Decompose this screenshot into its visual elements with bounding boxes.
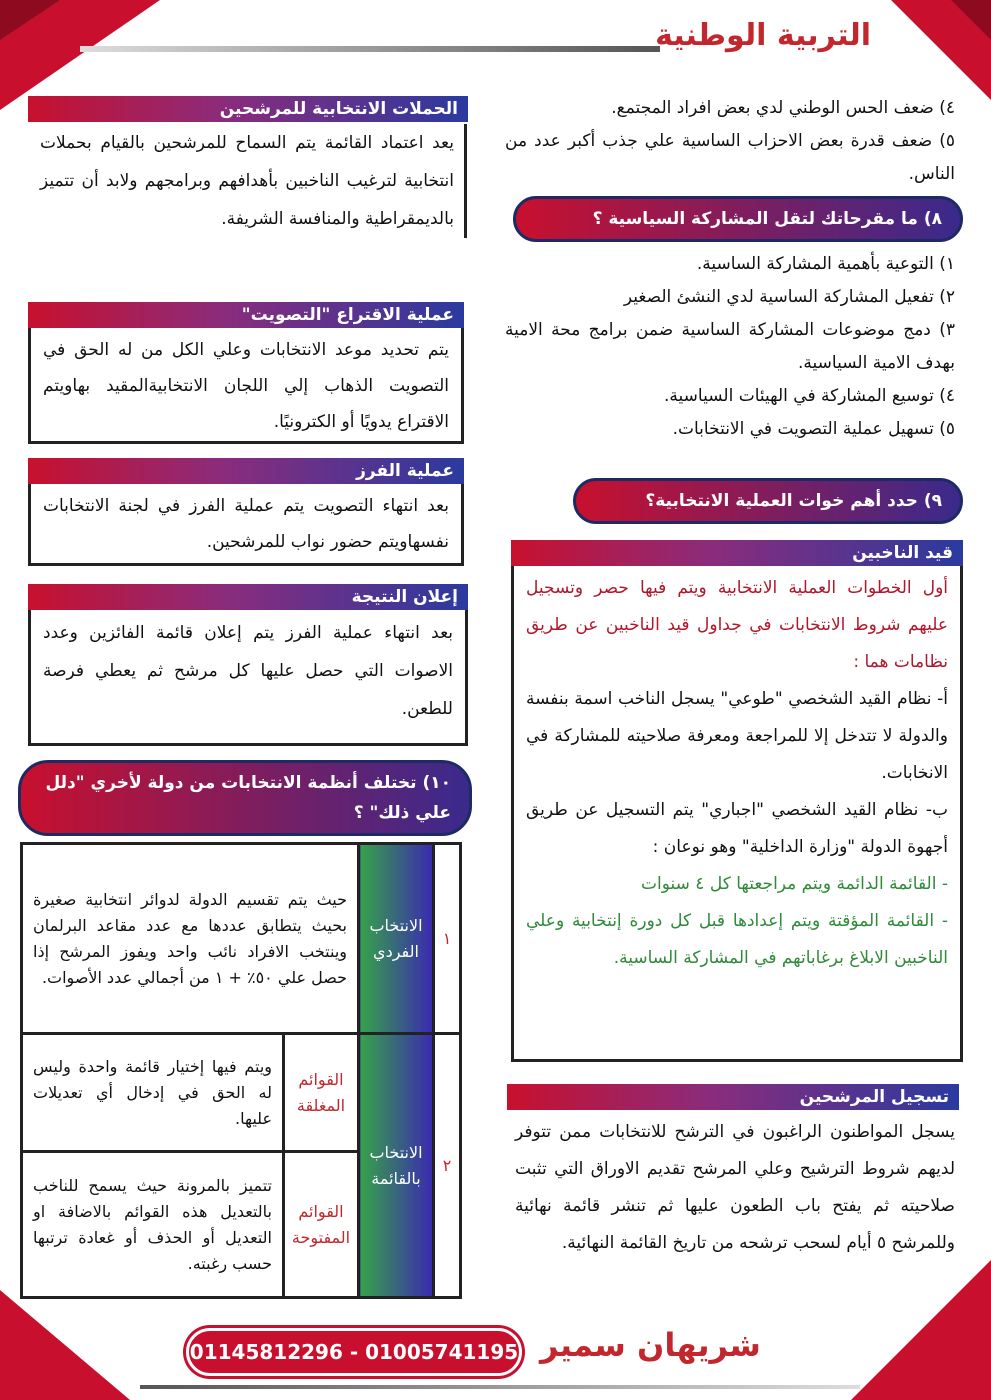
result-text: بعد انتهاء عملية الفرز يتم إعلان قائمة الفائزين وعدد الاصوات التي حصل عليها كل مرشح ثم يعطي فرصة للطعن. bbox=[43, 623, 453, 719]
brand-title: التربية الوطنية bbox=[655, 18, 871, 53]
permanent-list: - القائمة الدائمة ويتم مراجعتها كل ٤ سنوات bbox=[641, 874, 948, 894]
voting-title: عملية الاقتراع "التصويت" bbox=[28, 302, 464, 328]
q8-item: ٣) دمج موضوعات المشاركة الساسية ضمن برامج محة الامية بهدف الامية السياسية. bbox=[505, 320, 955, 373]
q8-item: ٤) توسيع المشاركة في الهيئات السياسية. bbox=[664, 386, 955, 406]
closed-lists-label: القوائم المغلقة bbox=[284, 1034, 359, 1152]
question-9-title: ٩) حدد أهم خوات العملية الانتخابية؟ bbox=[573, 478, 963, 524]
bottom-right-corner-decoration bbox=[831, 1260, 991, 1400]
question-10-title: ١٠) تختلف أنظمة الانتخابات من دولة لأخري "دلل علي ذلك" ؟ bbox=[18, 760, 472, 836]
result-box bbox=[28, 610, 468, 746]
q8-item: ١) التوعية بأهمية المشاركة الساسية. bbox=[696, 254, 955, 274]
open-lists-desc: تتميز بالمرونة حيث يسمح للناخب بالتعديل هذه القوائم بالاضافة او التعديل أو الحذف أو غعادة ترتبها حسب رغبته. bbox=[22, 1152, 284, 1298]
temporary-list: - القائمة المؤقتة ويتم إعدادها قبل كل دورة إنتخابية وعلي الناخبين الابلاغ برغاباتهم في المشاركة الساسية. bbox=[526, 911, 948, 968]
candidates-registration-text: يسجل المواطنون الراغبون في الترشح للانتخابات ممن تتوفر لديهم شروط الترشيح وعلي المرشح تقديم الاوراق التي تثبت صلاحيته ثم يفتح باب الطعون عليها ثم تنشر قائمة نهائية وللمرشح ٥ أيام لسحب ترشحه من تاريخ القائمة النهائية. bbox=[515, 1122, 955, 1253]
intro-item: ٤) ضعف الحس الوطني لدي بعض افراد المجتمع. bbox=[611, 98, 955, 118]
candidates-registration-title: تسجيل المرشحين bbox=[507, 1084, 959, 1110]
footer-divider bbox=[140, 1385, 860, 1389]
q8-item: ٥) تسهيل عملية التصويت في الانتخابات. bbox=[672, 419, 955, 439]
individual-election-desc: حيث يتم تقسيم الدولة لدوائر انتخابية صغيرة بحيث يتطابق عددها مع عدد مقاعد البرلمان وينتخب الافراد نائب واحد ويفوز المرشح إذا حصل علي ٥٠٪ + ١ من أجمالي عدد الأصوات. bbox=[22, 844, 359, 1034]
question-8-title: ٨) ما مقرحاتك لتقل المشاركة السياسية ؟ bbox=[513, 196, 963, 242]
voting-text: يتم تحديد موعد الانتخابات وعلي الكل من له الحق في التصويت الذهاب إلي اللجان الانتخابيةالمقيد بهاويتم الاقتراع يدويًا أو الكترونيًا. bbox=[43, 340, 449, 432]
header-divider bbox=[80, 46, 660, 52]
campaigns-title: الحملات الانتخابية للمرشحين bbox=[28, 96, 468, 122]
row-2-number: ٢ bbox=[434, 1034, 461, 1298]
list-election-label: الانتخاب بالقائمة bbox=[359, 1034, 434, 1298]
voters-registration-box bbox=[511, 566, 963, 1062]
intro-list bbox=[505, 92, 955, 191]
individual-election-label: الانتخاب الفردي bbox=[359, 844, 434, 1034]
q8-list bbox=[505, 248, 955, 446]
voters-registration-title: قيد الناخبين bbox=[511, 540, 963, 566]
row-1-number: ١ bbox=[434, 844, 461, 1034]
campaigns-text: يعد اعتماد القائمة يتم السماح للمرشحين بالقيام بحملات انتخابية لترغيب الناخبين بأهدافهم وبرامجهم ولابد أن تتميز بالديمقراطية والمنافسة الشريفة. bbox=[40, 124, 467, 238]
sorting-title: عملية الفرز bbox=[28, 458, 464, 484]
phone-numbers: 01145812296 - 01005741195 bbox=[186, 1328, 522, 1376]
intro-item: ٥) ضعف قدرة بعض الاحزاب الساسية علي جذب أكبر عدد من الناس. bbox=[505, 131, 955, 184]
voting-box bbox=[28, 328, 464, 444]
sorting-box bbox=[28, 484, 464, 566]
q8-item: ٢) تفعيل المشاركة الساسية لدي النشئ الصغير bbox=[623, 287, 955, 307]
author-signature: شريهان سمير bbox=[540, 1326, 761, 1364]
open-lists-label: القوائم المفتوحة bbox=[284, 1152, 359, 1298]
voters-intro: أول الخطوات العملية الانتخابية ويتم فيها حصر وتسجيل عليهم شروط الانتخابات في جداول قيد الناخبين عن طريق نظامات هما : bbox=[526, 578, 948, 672]
election-systems-table bbox=[20, 842, 462, 1299]
voters-system-b: ب- نظام القيد الشخصي "اجباري" يتم التسجيل عن طريق أجهوة الدولة "وزارة الداخلية" وهو نوعان : bbox=[526, 800, 948, 857]
sorting-text: بعد انتهاء التصويت يتم عملية الفرز في لجنة الانتخابات نفسهاويتم حضور نواب للمرشحين. bbox=[43, 496, 449, 552]
closed-lists-desc: ويتم فيها إختيار قائمة واحدة وليس له الحق في إدخال أي تعديلات عليها. bbox=[22, 1034, 284, 1152]
result-title: إعلان النتيجة bbox=[28, 584, 468, 610]
voters-system-a: أ- نظام القيد الشخصي "طوعي" يسجل الناخب اسمة بنفسة والدولة لا تتدخل إلا للمراجعة ومعرفة صلاحيته للمشاركة في الانخابات. bbox=[526, 689, 948, 783]
